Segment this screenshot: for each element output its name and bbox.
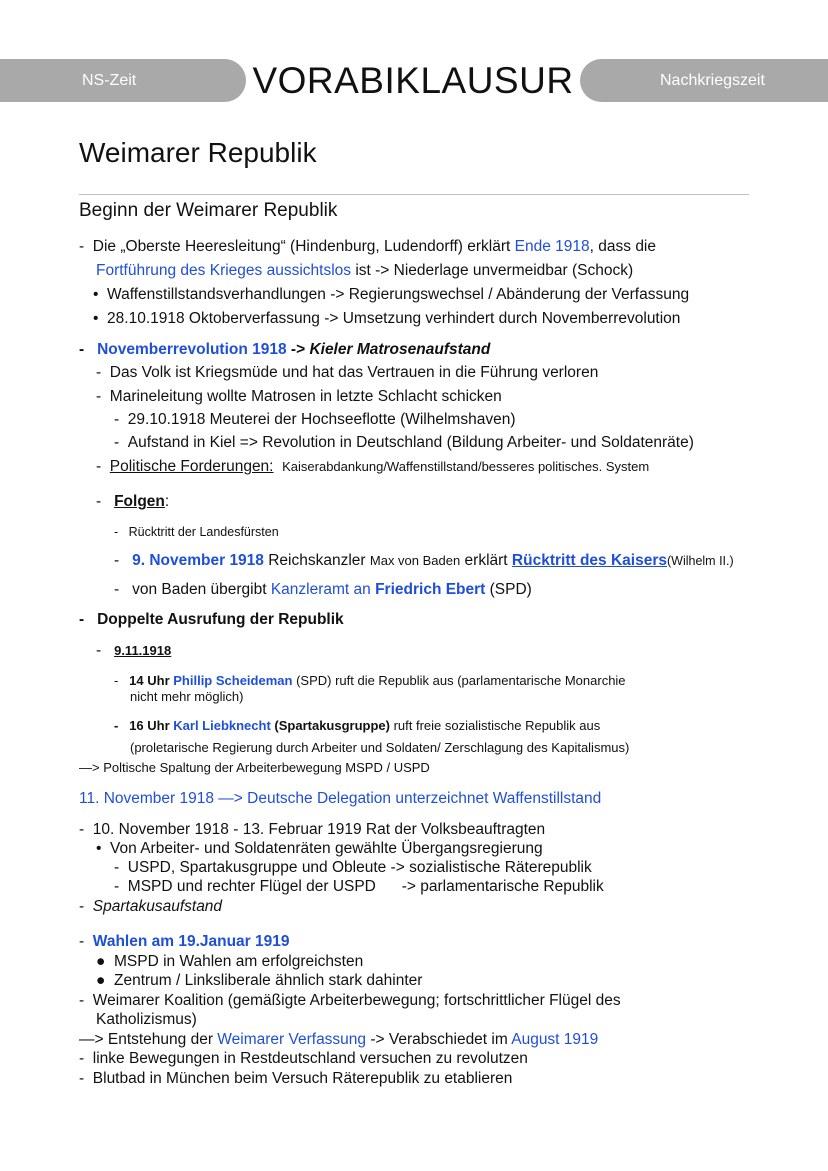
s3-line-1b: nicht mehr möglich) (130, 689, 244, 704)
s5-heading: - Wahlen am 19.Januar 1919 (79, 933, 290, 950)
s5-line-1: ● MSPD in Wahlen am erfolgreichsten (96, 953, 364, 970)
s5-line-3b: Katholizismus) (96, 1011, 197, 1028)
divider (79, 194, 749, 195)
armistice-line: 11. November 1918 —> Deutsche Delegation unterzeichnet Waffenstillstand (79, 790, 602, 807)
s3-heading: - Doppelte Ausrufung der Republik (79, 611, 344, 628)
s3-date: - 9.11.1918 (96, 642, 172, 659)
s2-line-2: - Marineleitung wollte Matrosen in letzte Schlacht schicken (96, 388, 502, 405)
s3-line-2: - 16 Uhr Karl Liebknecht (Spartakusgruppe) ruft freie sozialistische Republik aus (114, 718, 601, 733)
s2-heading: - Novemberrevolution 1918 -> Kieler Matrosenaufstand (79, 341, 491, 358)
s1-line-1: - Die „Oberste Heeresleitung“ (Hindenburg, Ludendorff) erklärt Ende 1918, dass die (79, 238, 657, 255)
tab-ns-zeit[interactable]: NS-Zeit (0, 59, 246, 102)
s3-result: —> Poltische Spaltung der Arbeiterbewegung MSPD / USPD (79, 760, 430, 775)
s2-line-4: - Aufstand in Kiel => Revolution in Deutschland (Bildung Arbeiter- und Soldatenräte) (114, 434, 694, 451)
s4-line-5: - Spartakusaufstand (79, 898, 223, 915)
s5-line-3: - Weimarer Koalition (gemäßigte Arbeiterbewegung; fortschrittlicher Flügel des (79, 992, 621, 1009)
s2-line-3: - 29.10.1918 Meuterei der Hochseeflotte (Wilhelmshaven) (114, 411, 516, 428)
s4-line-4: - MSPD und rechter Flügel der USPD -> parlamentarische Republik (114, 878, 604, 895)
folgen-line-1: - Rücktritt der Landesfürsten (114, 525, 279, 539)
section-title: Beginn der Weimarer Republik (79, 200, 338, 221)
s4-line-3: - USPD, Spartakusgruppe und Obleute -> sozialistische Räterepublik (114, 859, 592, 876)
folgen-heading: - Folgen: (96, 493, 170, 510)
folgen-line-3: - von Baden übergibt Kanzleramt an Friedrich Ebert (SPD) (114, 581, 532, 598)
s2-line-5: - Politische Forderungen: Kaiserabdankung/Waffenstillstand/besseres politisches. System (96, 458, 650, 475)
s4-line-1: - 10. November 1918 - 13. Februar 1919 Rat der Volksbeauftragten (79, 821, 546, 838)
page-header-title: VORABIKLAUSUR (252, 60, 574, 101)
s1-line-4: • 28.10.1918 Oktoberverfassung -> Umsetzung verhindert durch Novemberrevolution (93, 310, 681, 327)
s3-line-2b: (proletarische Regierung durch Arbeiter und Soldaten/ Zerschlagung des Kapitalismus) (130, 740, 630, 755)
folgen-line-2: - 9. November 1918 Reichskanzler Max von Baden erklärt Rücktritt des Kaisers(Wilhelm II.) (114, 552, 734, 569)
s5-line-4: —> Entstehung der Weimarer Verfassung -> Verabschiedet im August 1919 (79, 1031, 599, 1048)
s3-line-1: - 14 Uhr Phillip Scheideman (SPD) ruft die Republik aus (parlamentarische Monarchie (114, 673, 626, 688)
s2-line-1: - Das Volk ist Kriegsmüde und hat das Vertrauen in die Führung verloren (96, 364, 599, 381)
s5-line-6: - Blutbad in München beim Versuch Räterepublik zu etablieren (79, 1070, 513, 1087)
tab-nachkriegszeit[interactable]: Nachkriegszeit (580, 59, 828, 102)
s1-line-3: • Waffenstillstandsverhandlungen -> Regierungswechsel / Abänderung der Verfassung (93, 286, 690, 303)
s1-line-2: Fortführung des Krieges aussichtslos ist -> Niederlage unvermeidbar (Schock) (96, 262, 634, 279)
s5-line-2: ● Zentrum / Linksliberale ähnlich stark dahinter (96, 972, 423, 989)
page-title: Weimarer Republik (79, 137, 317, 168)
s5-line-5: - linke Bewegungen in Restdeutschland versuchen zu revolutzen (79, 1050, 528, 1067)
s4-line-2: • Von Arbeiter- und Soldatenräten gewählte Übergangsregierung (96, 840, 543, 857)
